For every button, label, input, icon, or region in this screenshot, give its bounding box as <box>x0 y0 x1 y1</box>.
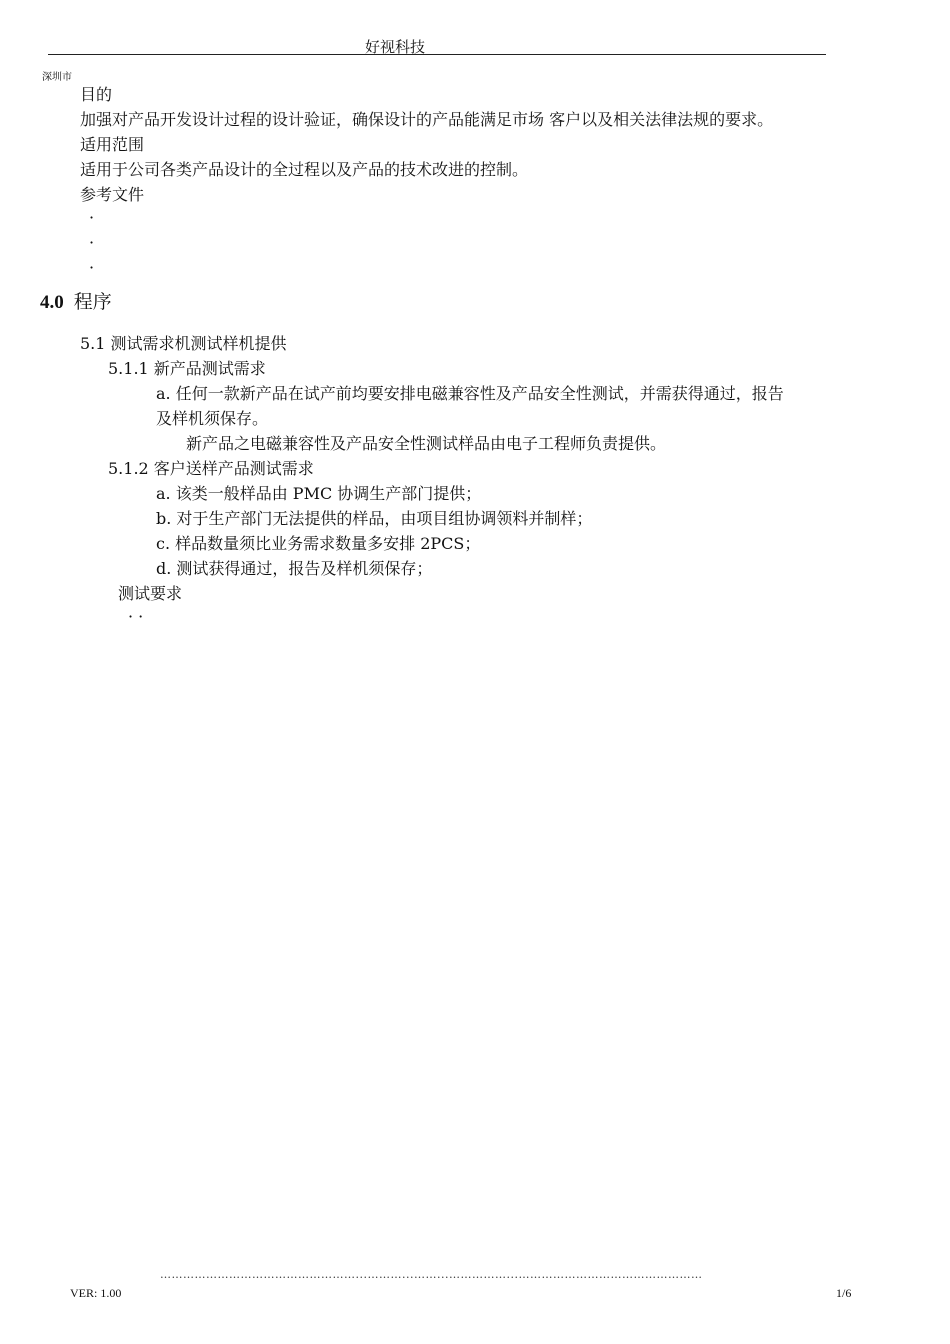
header-divider <box>48 54 826 55</box>
footer-dotted-rule: ……………………………………………...………...……...……………...………………………………………… <box>160 1268 703 1280</box>
section-5-1-1: 5.1.1 新产品测试需求 <box>108 359 266 378</box>
section-5-1-2: 5.1.2 客户送样产品测试需求 <box>108 459 314 478</box>
procedure-number: 4.0 <box>40 292 64 313</box>
scope-title: 适用范围 <box>80 135 145 154</box>
procedure-heading <box>40 287 112 314</box>
refs-title: 参考文件 <box>80 185 145 204</box>
test-req-title: 测试要求 <box>118 584 183 603</box>
refs-bullet: · <box>89 233 95 252</box>
header-company: 好视科技 <box>364 38 425 56</box>
note-5-1-1: 新产品之电磁兼容性及产品安全性测试样品由电子工程师负责提供。 <box>186 434 667 453</box>
header-city: 深圳市 <box>42 72 72 83</box>
footer-page-number: 1/6 <box>836 1286 852 1300</box>
purpose-text: 加强对产品开发设计过程的设计验证，确保设计的产品能满足市场 客户以及相关法律法规的要求。 <box>80 110 774 129</box>
refs-bullet: · <box>89 208 95 227</box>
purpose-title: 目的 <box>80 85 113 104</box>
footer-version: VER: 1.00 <box>70 1286 122 1300</box>
item-5-1-2-c: c. 样品数量须比业务需求数量多安排 2PCS； <box>156 534 481 553</box>
test-req-bullets: · · <box>128 607 144 626</box>
section-5-1: 5.1 测试需求机测试样机提供 <box>80 334 287 353</box>
procedure-title: 程序 <box>73 291 112 313</box>
item-5-1-2-d: d. 测试获得通过，报告及样机须保存； <box>156 559 433 578</box>
item-5-1-1-a: a. 任何一款新产品在试产前均要安排电磁兼容性及产品安全性测试，并需获得通过，报告 <box>156 384 784 403</box>
item-5-1-2-a: a. 该类一般样品由 PMC 协调生产部门提供； <box>156 484 482 503</box>
scope-text: 适用于公司各类产品设计的全过程以及产品的技术改进的控制。 <box>80 160 529 179</box>
item-5-1-1-a-cont: 及样机须保存。 <box>156 409 269 428</box>
item-5-1-2-b: b. 对于生产部门无法提供的样品，由项目组协调领料并制样； <box>156 509 593 528</box>
refs-bullet: · <box>89 258 95 277</box>
